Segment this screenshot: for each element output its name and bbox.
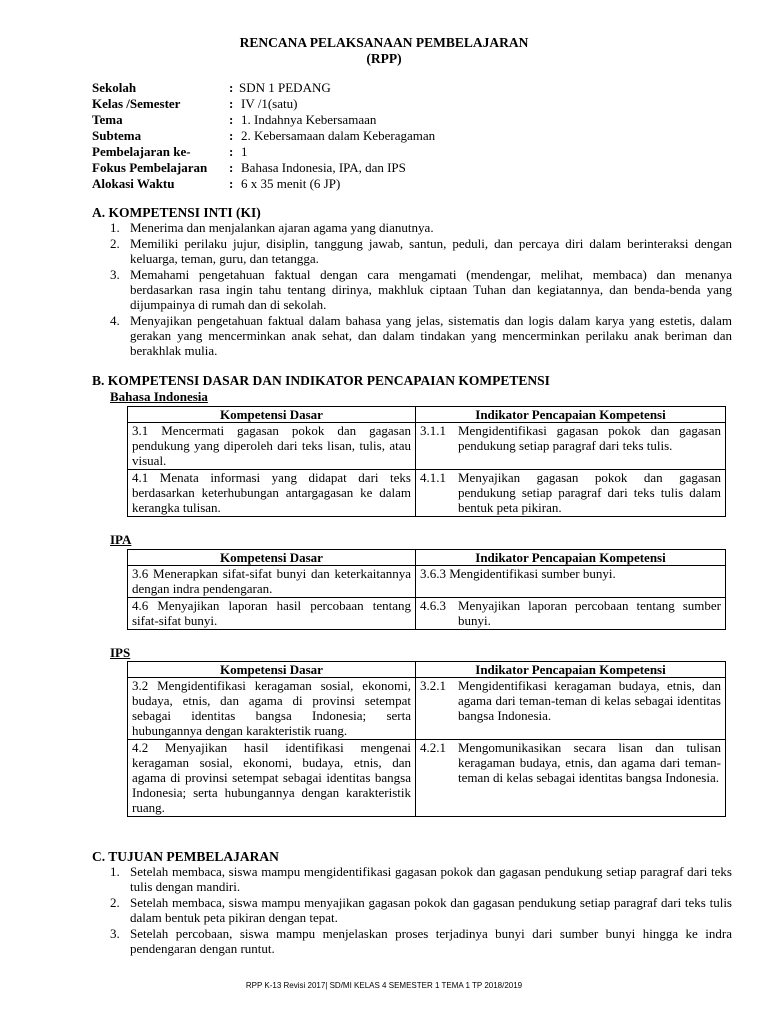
list-text: Setelah membaca, siswa mampu mengidentifikasi gagasan pokok dan gagasan pendukung setiap paragraf dari teks tulis dengan mandiri. — [130, 864, 732, 894]
column-header-ipk: Indikator Pencapaian Kompetensi — [416, 407, 726, 423]
learning-objectives-list — [110, 864, 732, 957]
info-colon: : — [229, 176, 234, 191]
column-header-ipk: Indikator Pencapaian Kompetensi — [416, 550, 726, 566]
ipk-number: 4.2.1 — [420, 740, 446, 755]
info-value: 2. Kebersamaan dalam Keberagaman — [241, 128, 436, 143]
ipk-text: Mengidentifikasi gagasan pokok dan gagasan pendukung setiap paragraf dari teks tulis. — [458, 423, 721, 453]
kd-number: 4.6 — [132, 598, 149, 613]
table-row — [128, 598, 726, 630]
list-number: 1. — [110, 864, 120, 879]
info-row-school — [92, 80, 592, 96]
info-row-class — [92, 96, 592, 112]
list-text: Memiliki perilaku jujur, disiplin, tanggung jawab, santun, peduli, dan percaya diri dalam berinteraksi dengan keluarga, teman, guru, dan tetangga. — [130, 236, 732, 266]
bahasa-indonesia-table — [127, 406, 726, 517]
ipk-cell — [416, 566, 726, 598]
ipk-cell — [416, 470, 726, 517]
column-header-ipk: Indikator Pencapaian Kompetensi — [416, 662, 726, 678]
ipk-text: Mengomunikasikan secara lisan dan tulisan keragaman budaya, etnis, dan agama dari teman-teman di kelas sebagai identitas bangsa Indonesia. — [458, 740, 721, 785]
section-b-heading: B. KOMPETENSI DASAR DAN INDIKATOR PENCAPAIAN KOMPETENSI — [92, 373, 550, 388]
ipk-text: Mengidentifikasi keragaman budaya, etnis, dan agama dari teman-teman di kelas sebagai identitas bangsa Indonesia. — [458, 678, 721, 723]
list-number: 2. — [110, 236, 120, 251]
list-text: Setelah percobaan, siswa mampu menjelaskan proses terjadinya bunyi dari sumber bunyi hingga ke indra pendengaran dengan runtut. — [130, 926, 732, 956]
ipk-text: Menyajikan laporan percobaan tentang sumber bunyi. — [458, 598, 721, 628]
info-row-theme — [92, 112, 592, 128]
column-header-kd: Kompetensi Dasar — [128, 407, 416, 423]
ipk-number: 4.1.1 — [420, 470, 446, 485]
ipa-subheading: IPA — [110, 532, 132, 547]
kd-number: 3.2 — [132, 678, 149, 693]
table-row — [128, 740, 726, 817]
list-item — [110, 313, 732, 358]
ipk-cell — [416, 740, 726, 817]
kd-text: Menata informasi yang didapat dari teks berdasarkan keterhubungan antargagasan ke dalam kerangka tulisan. — [132, 470, 411, 515]
ipa-table — [127, 549, 726, 630]
list-text: Menerima dan menjalankan ajaran agama yang dianutnya. — [130, 220, 434, 235]
list-text: Memahami pengetahuan faktual dengan cara mengamati (mendengar, melihat, membaca) dan menanya berdasarkan rasa ingin tahu tentang dirinya, makhluk ciptaan Tuhan dan kegiatannya, dan benda-benda yang dijumpainya di rumah dan di sekolah. — [130, 267, 732, 312]
kd-text: Menerapkan sifat-sifat bunyi dan keterkaitannya dengan indra pendengaran. — [132, 566, 411, 596]
info-colon: : — [229, 128, 234, 143]
info-colon: : — [229, 80, 234, 95]
page-footer: RPP K-13 Revisi 2017| SD/MI KELAS 4 SEMESTER 1 TEMA 1 TP 2018/2019 — [245, 981, 523, 990]
core-competence-list — [110, 220, 732, 359]
kd-number: 4.2 — [132, 740, 149, 755]
bahasa-indonesia-subheading: Bahasa Indonesia — [110, 389, 208, 404]
ipk-number: 3.6.3 — [420, 566, 446, 581]
document-subtitle: (RPP) — [366, 51, 402, 66]
identity-block — [92, 80, 592, 192]
info-value: 1 — [241, 144, 248, 159]
info-label: Kelas /Semester — [92, 96, 181, 111]
kd-cell — [128, 470, 416, 517]
list-number: 2. — [110, 895, 120, 910]
info-value: SDN 1 PEDANG — [239, 80, 331, 95]
info-row-subtheme — [92, 128, 592, 144]
column-header-kd: Kompetensi Dasar — [128, 550, 416, 566]
table-row — [128, 423, 726, 470]
list-item — [110, 236, 732, 266]
table-row — [128, 566, 726, 598]
list-item — [110, 864, 732, 894]
ipk-cell — [416, 598, 726, 630]
kd-cell — [128, 678, 416, 740]
info-label: Subtema — [92, 128, 142, 143]
kd-number: 3.6 — [132, 566, 149, 581]
info-row-lesson — [92, 144, 592, 160]
ipk-cell — [416, 678, 726, 740]
ipk-number: 3.2.1 — [420, 678, 446, 693]
info-value: 1. Indahnya Kebersamaan — [241, 112, 377, 127]
list-item — [110, 220, 732, 235]
kd-number: 4.1 — [132, 470, 149, 485]
section-a-heading: A. KOMPETENSI INTI (KI) — [92, 205, 261, 220]
ipk-cell — [416, 423, 726, 470]
list-text: Menyajikan pengetahuan faktual dalam bahasa yang jelas, sistematis dan logis dalam karya yang estetis, dalam gerakan yang mencerminkan anak sehat, dan dalam tindakan yang mencerminkan perilaku anak beriman dan berakhlak mulia. — [130, 313, 732, 358]
info-label: Pembelajaran ke- — [92, 144, 191, 159]
info-colon: : — [229, 144, 234, 159]
info-label: Alokasi Waktu — [92, 176, 175, 191]
kd-cell — [128, 740, 416, 817]
table-header-row — [128, 550, 726, 566]
column-header-kd: Kompetensi Dasar — [128, 662, 416, 678]
info-label: Sekolah — [92, 80, 137, 95]
info-colon: : — [229, 160, 234, 175]
info-colon: : — [229, 112, 234, 127]
kd-text: Menyajikan hasil identifikasi mengenai keragaman sosial, ekonomi, budaya, etnis, dan agama di provinsi setempat sebagai identitas bangsa Indonesia; serta hubungannya dengan karakteristik ruang. — [132, 740, 412, 815]
kd-number: 3.1 — [132, 423, 149, 438]
ips-subheading: IPS — [110, 645, 131, 660]
ipk-number: 3.1.1 — [420, 423, 446, 438]
list-number: 4. — [110, 313, 120, 328]
table-row — [128, 470, 726, 517]
info-value: IV /1(satu) — [241, 96, 298, 111]
kd-text: Menyajikan laporan hasil percobaan tentang sifat-sifat bunyi. — [132, 598, 411, 628]
kd-cell — [128, 598, 416, 630]
section-c-heading: C. TUJUAN PEMBELAJARAN — [92, 849, 279, 864]
list-number: 1. — [110, 220, 120, 235]
list-item — [110, 895, 732, 925]
table-header-row — [128, 662, 726, 678]
kd-text: Mengidentifikasi keragaman sosial, ekonomi, budaya, etnis, dan agama di provinsi setempat sebagai identitas bangsa Indonesia; serta hubungannya dengan karakteristik ruang. — [132, 678, 411, 738]
info-value: Bahasa Indonesia, IPA, dan IPS — [241, 160, 406, 175]
ipk-number: 4.6.3 — [420, 598, 446, 613]
table-row — [128, 678, 726, 740]
list-number: 3. — [110, 267, 120, 282]
document-title: RENCANA PELAKSANAAN PEMBELAJARAN — [239, 35, 529, 50]
info-row-focus — [92, 160, 592, 176]
ips-table — [127, 661, 726, 817]
table-header-row — [128, 407, 726, 423]
list-number: 3. — [110, 926, 120, 941]
info-label: Tema — [92, 112, 123, 127]
info-label: Fokus Pembelajaran — [92, 160, 208, 175]
ipk-text: Mengidentifikasi sumber bunyi. — [449, 566, 616, 581]
info-colon: : — [229, 96, 234, 111]
kd-cell — [128, 566, 416, 598]
kd-cell — [128, 423, 416, 470]
list-text: Setelah membaca, siswa mampu menyajikan gagasan pokok dan gagasan pendukung setiap paragraf dari teks tulis dalam bentuk peta pikiran dengan tepat. — [130, 895, 732, 925]
info-value: 6 x 35 menit (6 JP) — [241, 176, 341, 191]
list-item — [110, 267, 732, 312]
info-row-time — [92, 176, 592, 192]
list-item — [110, 926, 732, 956]
ipk-text: Menyajikan gagasan pokok dan gagasan pendukung setiap paragraf dari teks tulis dalam bentuk peta pikiran. — [458, 470, 721, 515]
kd-text: Mencermati gagasan pokok dan gagasan pendukung yang diperoleh dari teks lisan, tulis, atau visual. — [132, 423, 412, 468]
